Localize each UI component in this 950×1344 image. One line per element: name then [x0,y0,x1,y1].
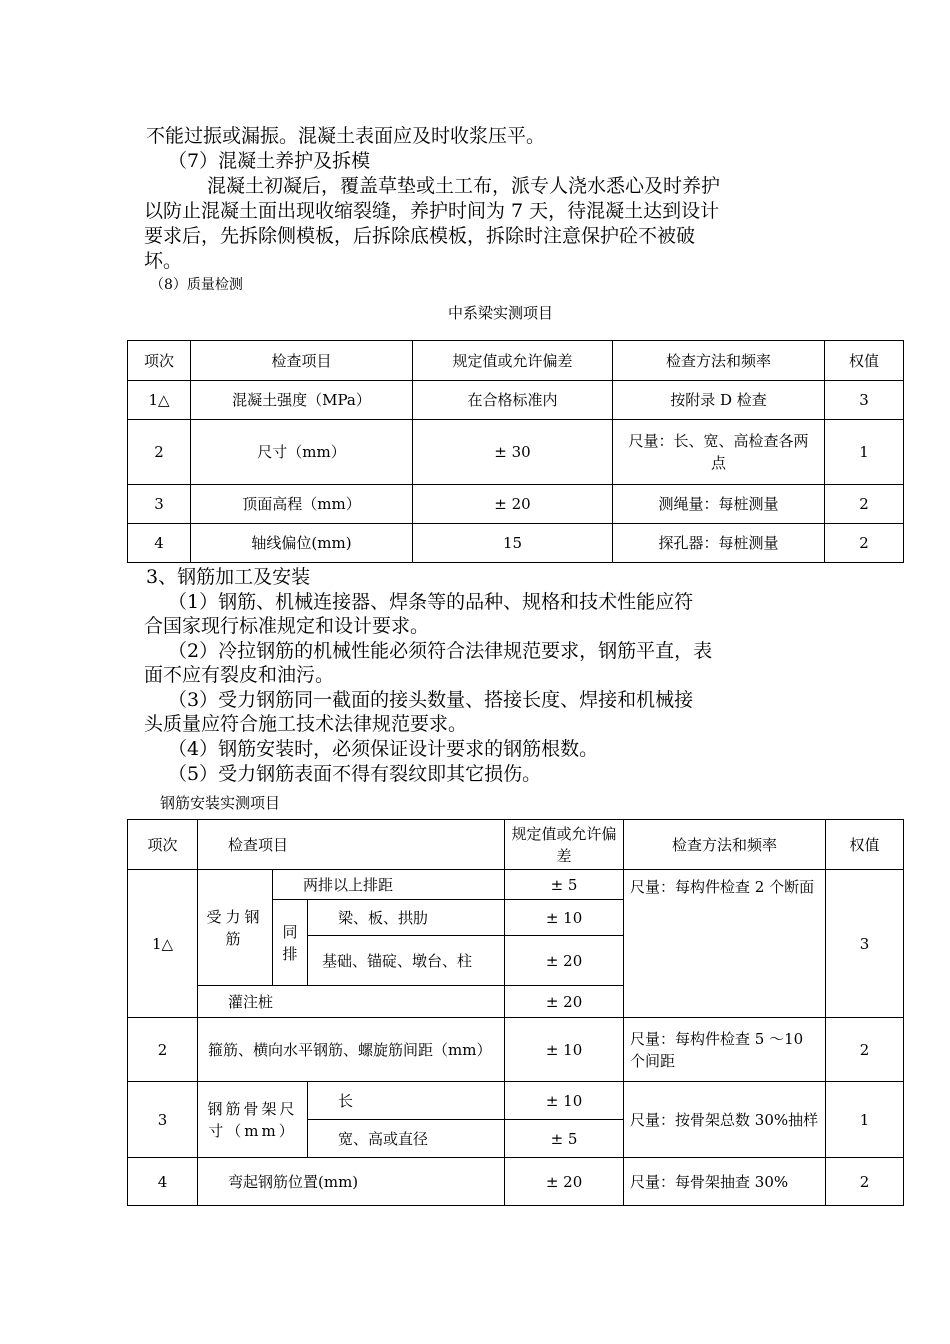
table-cell: 在合格标准内 [413,381,613,420]
table-cell: 1 [825,420,904,485]
table-cell: ± 5 [505,870,624,900]
text-line: 面不应有裂皮和油污。 [144,664,335,686]
table-row [128,1018,904,1082]
table-cell: 宽、高或直径 [308,1120,505,1158]
table-header-row [128,820,904,870]
table-cell: ± 10 [505,900,624,936]
text-line: 合国家现行标准规定和设计要求。 [144,615,430,637]
table-cell: 按附录 D 检查 [613,381,825,420]
table-cell: 2 [128,420,191,485]
table-cell: 2 [826,1158,904,1206]
text-line: 以防止混凝土面出现收缩裂缝，养护时间为 7 天，待混凝土达到设计 [144,200,720,222]
section-heading: 3、钢筋加工及安装 [146,566,311,588]
table-cell: 2 [128,1018,198,1082]
table-cell: 1△ [128,870,198,1018]
table-cell: ± 20 [505,986,624,1018]
table-cell: 4 [128,1158,198,1206]
subheading-curing: （7）混凝土养护及拆模 [168,150,371,172]
table-cell: ± 20 [413,485,613,524]
text-line: 坏。 [144,250,183,272]
table-cell: 轴线偏位(mm) [191,524,413,563]
table-cell: ± 20 [505,936,624,986]
table-cell: 尺量：长、宽、高检查各两点 [613,420,825,485]
table-cell: 同排 [273,900,308,986]
table-cell: 2 [825,485,904,524]
header-cell: 规定值或允许偏差 [505,820,624,870]
table-cell: 4 [128,524,191,563]
table-cell: 灌注桩 [198,986,505,1018]
table-cell: 2 [825,524,904,563]
table-cell: 混凝土强度（MPa） [191,381,413,420]
header-cell: 项次 [128,341,191,381]
table-row [128,870,904,900]
table-row [128,485,904,524]
header-cell: 检查方法和频率 [613,341,825,381]
beam-inspection-table [127,340,904,563]
text-line: 头质量应符合施工技术法律规范要求。 [144,713,468,735]
table-row [128,524,904,563]
table-row [128,1158,904,1206]
table-cell: 两排以上排距 [273,870,505,900]
table-cell: 顶面高程（mm） [191,485,413,524]
text-line: 不能过振或漏振。混凝土表面应及时收浆压平。 [146,125,546,147]
table-cell: 1△ [128,381,191,420]
table-cell: ± 10 [505,1082,624,1120]
table-cell: 3 [826,870,904,1018]
subheading-quality: （8）质量检测 [150,277,243,293]
table-cell: 探孔器：每桩测量 [613,524,825,563]
table-row [128,381,904,420]
header-cell: 检查方法和频率 [624,820,826,870]
header-cell: 规定值或允许偏差 [413,341,613,381]
header-cell: 权值 [826,820,904,870]
table-cell: ± 20 [505,1158,624,1206]
table-cell: 2 [826,1018,904,1082]
text-line: 混凝土初凝后，覆盖草垫或土工布，派专人浇水悉心及时养护 [207,175,721,197]
text-line: （4）钢筋安装时，必须保证设计要求的钢筋根数。 [168,738,599,760]
text-line: （3）受力钢筋同一截面的接头数量、搭接长度、焊接和机械接 [168,689,694,711]
table-cell: 梁、板、拱肋 [308,900,505,936]
table-cell: 钢筋骨架尺寸（mm） [198,1082,308,1158]
header-cell: 权值 [825,341,904,381]
table-cell: 基础、锚碇、墩台、柱 [308,936,505,986]
table-cell: 尺量：每构件检查 5 ～10 个间距 [624,1018,826,1082]
table-cell: 受力钢筋 [198,870,273,986]
table-cell: 3 [128,485,191,524]
text-line: （2）冷拉钢筋的机械性能必须符合法律规范要求，钢筋平直，表 [168,640,713,662]
table-cell: 3 [128,1082,198,1158]
table-cell: 尺量：按骨架总数 30%抽样 [624,1082,826,1158]
table-cell: 弯起钢筋位置(mm) [198,1158,505,1206]
table-cell: ± 10 [505,1018,624,1082]
text-line: 要求后，先拆除侧模板，后拆除底模板，拆除时注意保护砼不被破 [144,225,696,247]
table-cell: 15 [413,524,613,563]
rebar-inspection-table [127,819,904,1206]
text-line: （1）钢筋、机械连接器、焊条等的品种、规格和技术性能应符 [168,591,694,613]
table-cell: 3 [825,381,904,420]
table-header-row [128,341,904,381]
table-cell: 箍筋、横向水平钢筋、螺旋筋间距（mm） [198,1018,505,1082]
table-cell: 尺量：每骨架抽查 30% [624,1158,826,1206]
header-cell: 检查项目 [191,341,413,381]
table-cell: ± 30 [413,420,613,485]
table-row [128,420,904,485]
table-row [128,1082,904,1120]
header-cell: 检查项目 [198,820,505,870]
table-cell: 1 [826,1082,904,1158]
table-cell: 测绳量：每桩测量 [613,485,825,524]
table-cell: ± 5 [505,1120,624,1158]
table1-caption: 中系梁实测项目 [448,304,554,322]
table-cell: 尺寸（mm） [191,420,413,485]
table2-caption: 钢筋安装实测项目 [160,794,281,812]
text-line: （5）受力钢筋表面不得有裂纹即其它损伤。 [168,763,542,785]
header-cell: 项次 [128,820,198,870]
table-cell: 尺量：每构件检查 2 个断面 [624,870,826,1018]
table-cell: 长 [308,1082,505,1120]
